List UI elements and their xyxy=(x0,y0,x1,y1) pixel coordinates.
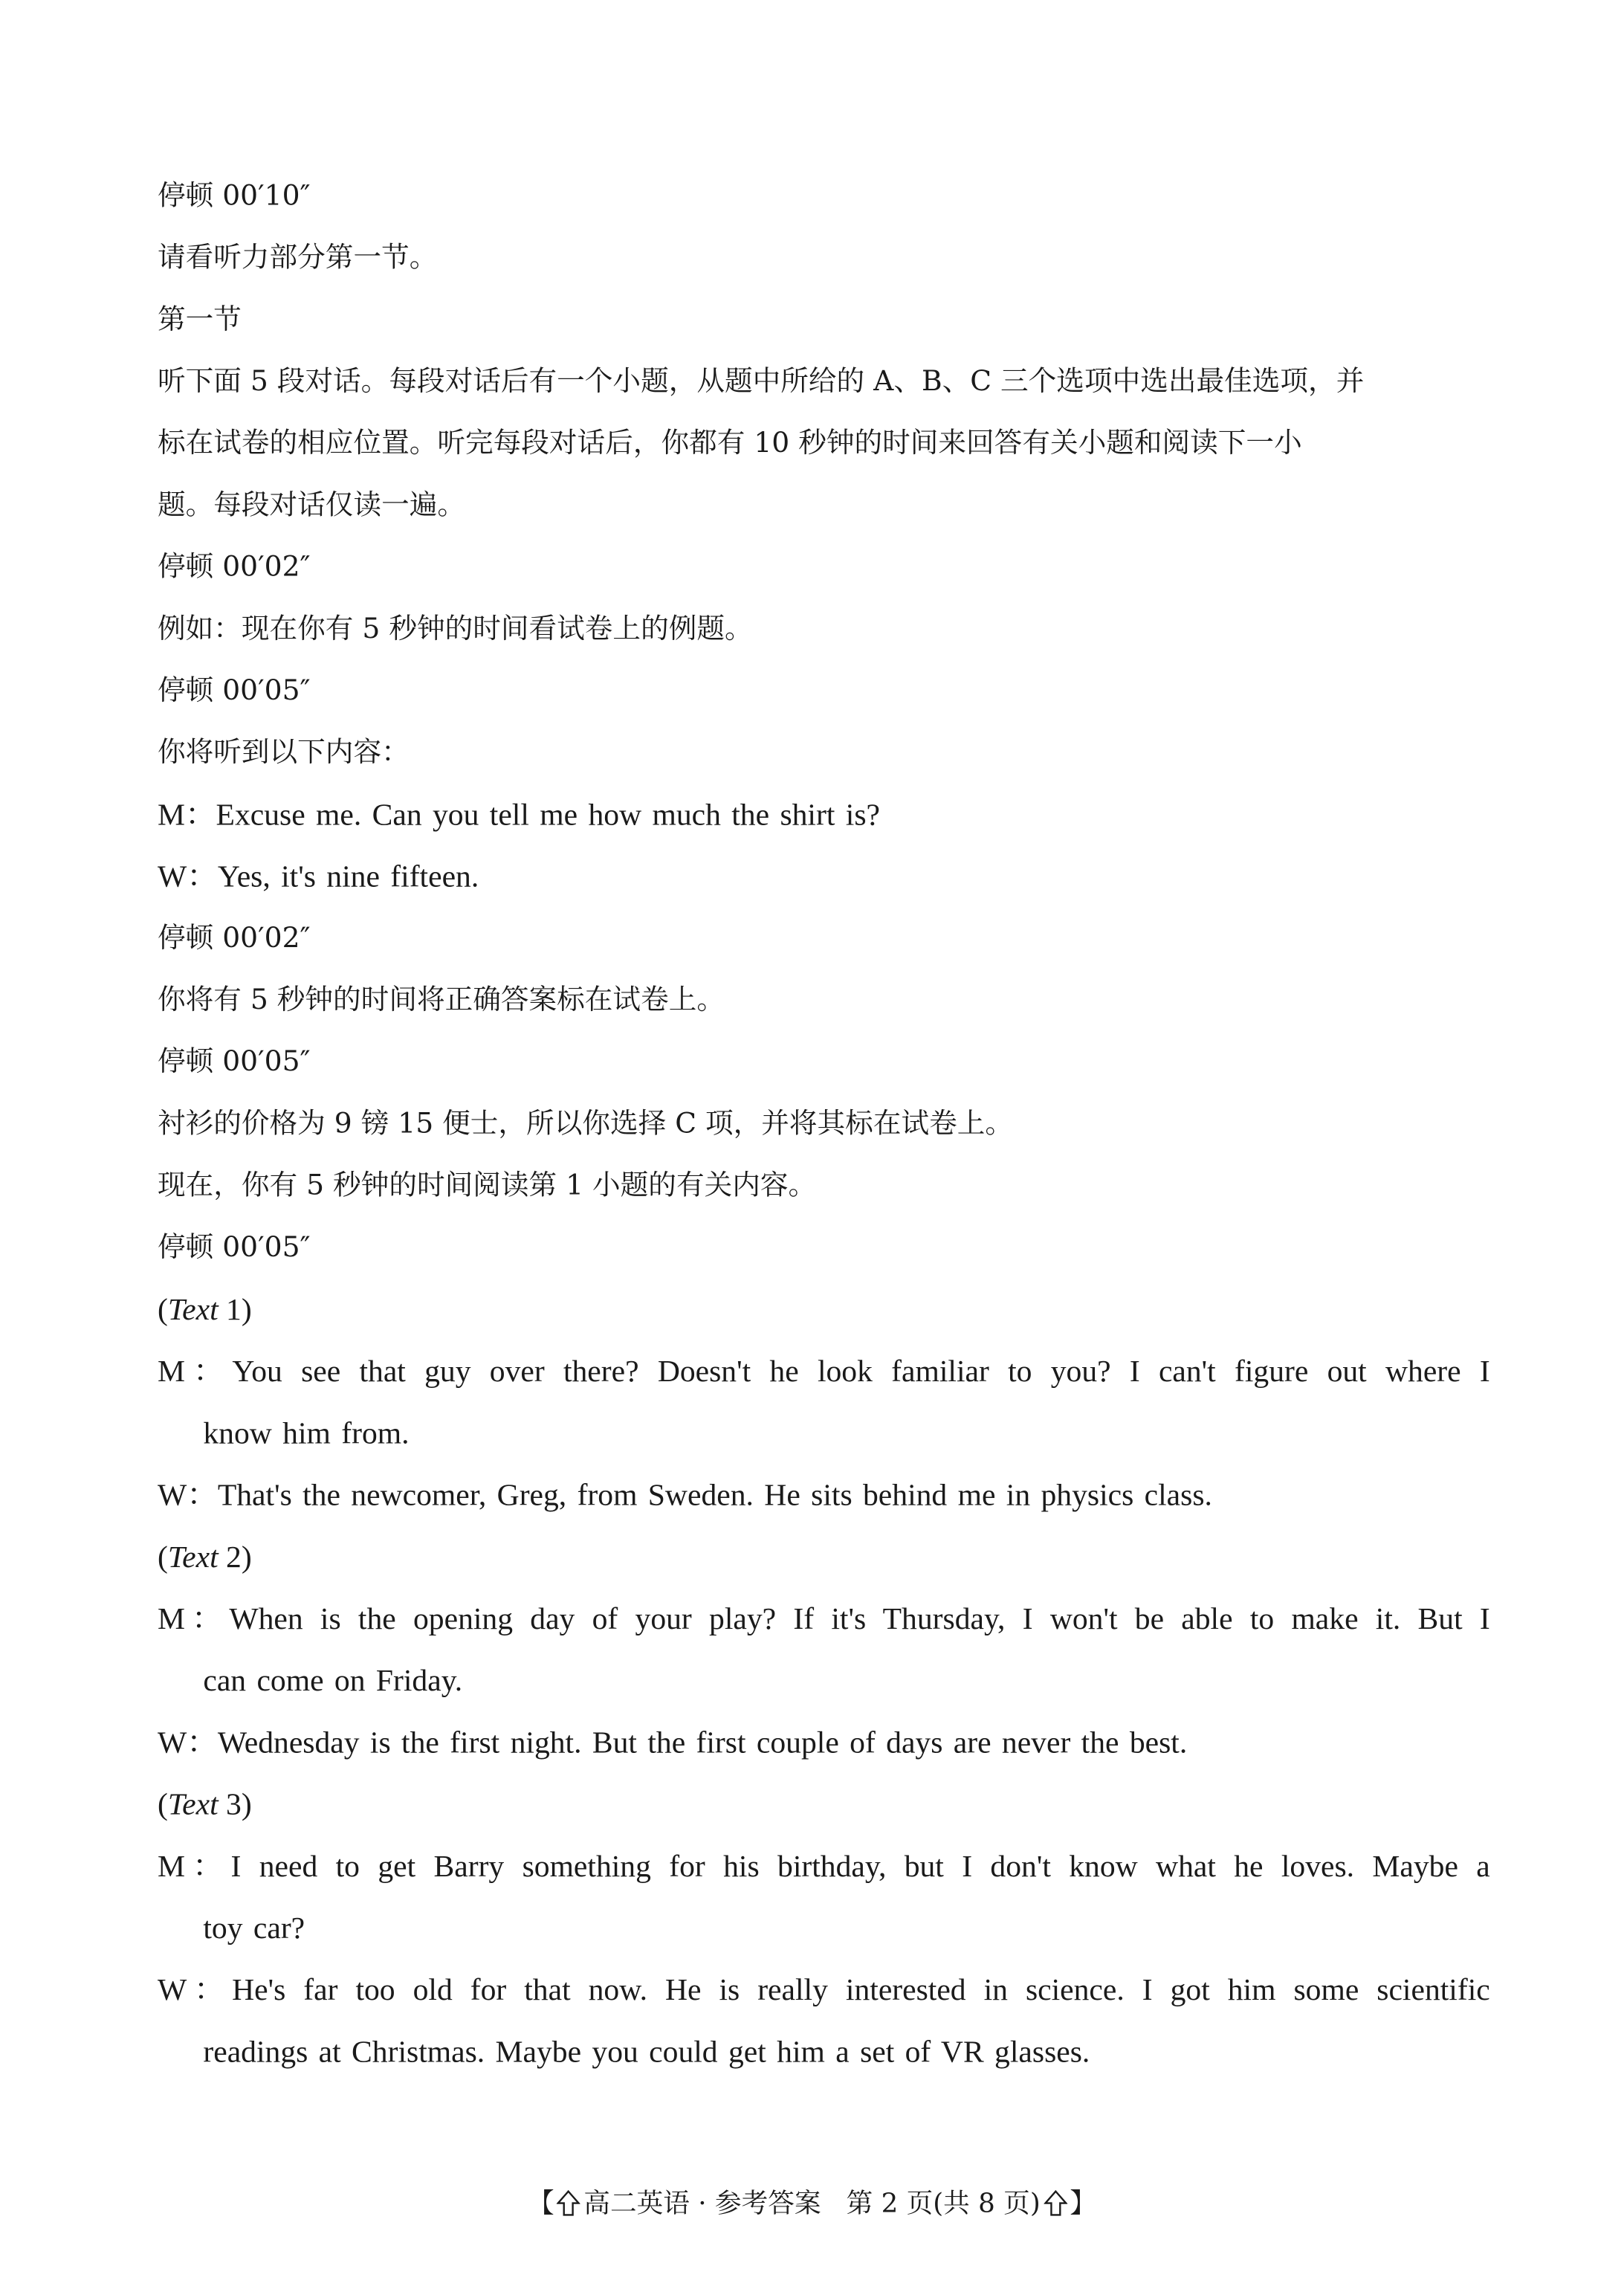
section-heading: 第一节 xyxy=(157,303,242,336)
instruction-line: 例如：现在你有 5 秒钟的时间看试卷上的例题。 xyxy=(157,613,753,645)
dialogue-line: know him from. xyxy=(203,1415,410,1451)
text-label: (Text 1) xyxy=(157,1291,252,1327)
instruction-line: 现在，你有 5 秒钟的时间阅读第 1 小题的有关内容。 xyxy=(157,1169,817,1202)
instruction-line: 你将听到以下内容： xyxy=(157,736,410,769)
instruction-line: 题。每段对话仅读一遍。 xyxy=(157,488,466,522)
dialogue-line: W：He's far too old for that now. He is really interested in science. I got him some scientific xyxy=(157,1972,1490,2008)
pause-marker: 停顿 00′02″ xyxy=(157,922,311,955)
pause-marker: 停顿 00′05″ xyxy=(157,1231,311,1264)
dialogue-line: can come on Friday. xyxy=(203,1662,463,1699)
instruction-line: 你将有 5 秒钟的时间将正确答案标在试卷上。 xyxy=(157,984,725,1016)
footer-bracket-open: 【 xyxy=(528,2188,554,2220)
pause-marker: 停顿 00′05″ xyxy=(157,674,311,707)
instruction-line: 标在试卷的相应位置。听完每段对话后，你都有 10 秒钟的时间来回答有关小题和阅读下一小 xyxy=(157,427,1302,460)
dialogue-line: M：When is the opening day of your play? If it's Thursday, I won't be able to make it. But I xyxy=(157,1601,1490,1636)
footer-title: 高二英语 · 参考答案 xyxy=(583,2188,821,2220)
pause-marker: 停顿 00′10″ xyxy=(157,179,311,213)
dialogue-line: toy car? xyxy=(203,1910,305,1945)
text-label: (Text 3) xyxy=(157,1786,252,1822)
pause-marker: 停顿 00′02″ xyxy=(157,550,311,584)
text-label: (Text 2) xyxy=(157,1539,252,1575)
dialogue-line: readings at Christmas. Maybe you could get him a set of VR glasses. xyxy=(203,2033,1090,2070)
footer-page-info: 第 2 页(共 8 页) xyxy=(846,2188,1041,2220)
instruction-line: 听下面 5 段对话。每段对话后有一个小题，从题中所给的 A、B、C 三个选项中选出最佳选项，并 xyxy=(157,365,1365,398)
dialogue-line: M：I need to get Barry something for his birthday, but I don't know what he loves. Maybe a xyxy=(157,1848,1490,1884)
instruction-line: 衬衫的价格为 9 镑 15 便士，所以你选择 C 项，并将其标在试卷上。 xyxy=(157,1107,1014,1140)
dialogue-line: M：Excuse me. Can you tell me how much the shirt is? xyxy=(157,796,880,833)
up-arrow-icon xyxy=(1044,2190,1067,2217)
dialogue-line: W：Yes, it's nine fifteen. xyxy=(157,858,479,894)
pause-marker: 停顿 00′05″ xyxy=(157,1045,311,1079)
up-arrow-icon xyxy=(557,2190,581,2217)
dialogue-line: W：That's the newcomer, Greg, from Sweden. He sits behind me in physics class. xyxy=(157,1476,1212,1513)
dialogue-line: M：You see that guy over there? Doesn't he look familiar to you? I can't figure out where I xyxy=(157,1353,1490,1389)
dialogue-line: W：Wednesday is the first night. But the first couple of days are never the best. xyxy=(157,1724,1188,1760)
footer-bracket-close: 】 xyxy=(1070,2188,1097,2220)
page-footer xyxy=(0,2187,1624,2223)
instruction-line: 请看听力部分第一节。 xyxy=(157,241,438,274)
